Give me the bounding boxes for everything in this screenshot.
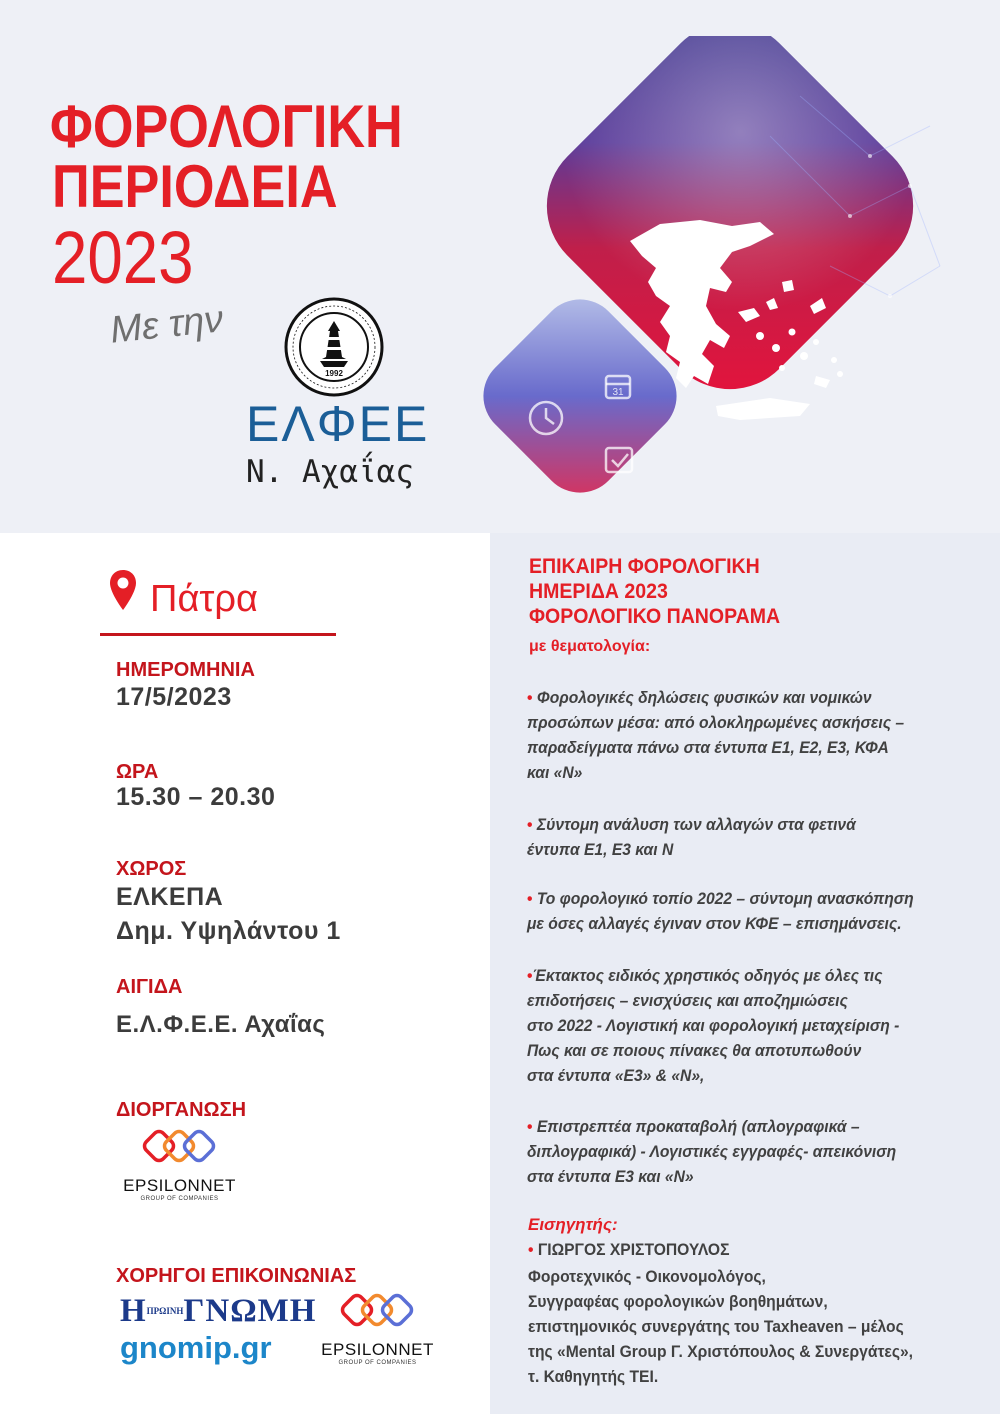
epsilonnet-tagline: GROUP OF COMPANIES bbox=[338, 1360, 417, 1366]
speaker-label: Εισηγητής: bbox=[528, 1215, 618, 1234]
bullet-dot-icon: • bbox=[528, 1240, 538, 1259]
agenda-text: έντυπα Ε1, Ε3 και Ν bbox=[527, 840, 674, 859]
agenda-item bbox=[527, 812, 856, 837]
agenda-text: προσώπων μέσα: από ολοκληρωμένες ασκήσεις – bbox=[527, 713, 905, 732]
agenda-text: στα έντυπα «Ε3» & «Ν», bbox=[527, 1066, 705, 1085]
title-line1: ΦΟΡΟΛΟΓΙΚΗ bbox=[50, 93, 403, 160]
seal-year: 1992 bbox=[325, 369, 343, 378]
agenda-text: Πως και σε ποιους πίνακες θα αποτυπωθούν bbox=[527, 1041, 862, 1060]
agenda-text: Έκτακτος ειδικός χρηστικός οδηγός με όλες τις bbox=[532, 966, 883, 985]
epsilonnet-logo-organizer bbox=[112, 1128, 247, 1203]
header-section bbox=[0, 0, 1000, 533]
epsilonnet-mark-icon bbox=[112, 1128, 247, 1172]
city-divider bbox=[100, 633, 336, 636]
venue-name: ΕΛΚΕΠΑ bbox=[116, 883, 224, 911]
speaker-detail: Συγγραφέας φορολογικών βοηθημάτων, bbox=[528, 1292, 828, 1311]
speaker-detail: τ. Καθηγητής ΤΕΙ. bbox=[528, 1367, 659, 1386]
gnomi-prefix: Η bbox=[120, 1293, 147, 1329]
date-value: 17/5/2023 bbox=[116, 683, 232, 711]
epsilonnet-name: EPSILONNET bbox=[123, 1176, 236, 1195]
epsilonnet-name: EPSILONNET bbox=[321, 1340, 434, 1359]
time-value: 15.30 – 20.30 bbox=[116, 783, 276, 811]
patron-value: Ε.Λ.Φ.Ε.Ε. Αχαΐας bbox=[116, 1011, 326, 1038]
event-city: Πάτρα bbox=[150, 578, 259, 620]
speaker-name bbox=[528, 1238, 729, 1262]
organizer-label: ΔΙΟΡΓΑΝΩΣΗ bbox=[116, 1099, 247, 1121]
org-region: Ν. Αχαΐας bbox=[246, 454, 414, 490]
sponsors-label: ΧΟΡΗΓΟΙ ΕΠΙΚΟΙΝΩΝΙΑΣ bbox=[116, 1265, 357, 1287]
venue-label: ΧΩΡΟΣ bbox=[116, 858, 187, 880]
location-pin-icon bbox=[108, 568, 138, 612]
bullet-dot-icon: • bbox=[527, 1117, 537, 1136]
agenda-title-line2: ΗΜΕΡΙΔΑ 2023 bbox=[529, 580, 668, 603]
gnomi-name: ΓΝΩΜΗ bbox=[183, 1293, 317, 1329]
agenda-title-line1: ΕΠΙΚΑΙΡΗ ΦΟΡΟΛΟΓΙΚΗ bbox=[529, 555, 760, 578]
time-label: ΩΡΑ bbox=[116, 761, 159, 783]
elfee-seal-logo bbox=[284, 297, 384, 397]
patron-label: ΑΙΓΙΔΑ bbox=[116, 976, 183, 998]
agenda-text: Σύντομη ανάλυση των αλλαγών στα φετινά bbox=[536, 815, 856, 834]
agenda-text: με όσες αλλαγές έγιναν στον ΚΦΕ – επισημάνσεις. bbox=[527, 914, 902, 933]
agenda-text: και «Ν» bbox=[527, 763, 583, 782]
date-label: ΗΜΕΡΟΜΗΝΙΑ bbox=[116, 659, 255, 681]
agenda-text: στα έντυπα Ε3 και «Ν» bbox=[527, 1167, 694, 1186]
speaker-detail: επιστημονικός συνεργάτης του Taxheaven – μέλος bbox=[528, 1317, 904, 1336]
speaker-detail: της «Mental Group Γ. Χριστόπουλος & Συνεργάτες», bbox=[528, 1342, 914, 1361]
speaker-detail: Φοροτεχνικός - Οικονομολόγος, bbox=[528, 1267, 766, 1286]
svg-text:31: 31 bbox=[612, 387, 624, 398]
bullet-dot-icon: • bbox=[527, 688, 537, 707]
agenda-text: Φορολογικές δηλώσεις φυσικών και νομικών bbox=[536, 688, 872, 707]
gnomi-logo bbox=[120, 1294, 316, 1366]
title-year: 2023 bbox=[52, 216, 194, 299]
agenda-item bbox=[527, 1114, 860, 1139]
epsilonnet-tagline: GROUP OF COMPANIES bbox=[140, 1196, 219, 1202]
agenda-title-line3: ΦΟΡΟΛΟΓΙΚΟ ΠΑΝΟΡΑΜΑ bbox=[529, 605, 781, 628]
epsilonnet-logo-sponsor bbox=[310, 1292, 445, 1367]
title-line2: ΠΕΡΙΟΔΕΙΑ bbox=[52, 153, 338, 220]
agenda-text: παραδείγματα πάνω στα έντυπα Ε1, Ε2, Ε3, ΚΦΑ bbox=[527, 738, 889, 757]
bullet-dot-icon: • bbox=[527, 815, 537, 834]
org-name: ΕΛΦΕΕ bbox=[246, 396, 430, 452]
agenda-item bbox=[527, 685, 872, 710]
agenda-text: Επιστρεπτέα προκαταβολή (απλογραφικά – bbox=[536, 1117, 860, 1136]
bullet-dot-icon: • bbox=[527, 889, 537, 908]
agenda-subtitle: με θεματολογία: bbox=[529, 638, 651, 655]
bullet-dot-icon: • bbox=[527, 966, 533, 985]
epsilonnet-mark-icon bbox=[310, 1292, 445, 1336]
gnomi-wordmark bbox=[120, 1294, 316, 1328]
speaker-name-text: ΓΙΩΡΓΟΣ ΧΡΙΣΤΟΠΟΥΛΟΣ bbox=[537, 1240, 730, 1259]
agenda-item bbox=[527, 886, 914, 911]
venue-address: Δημ. Υψηλάντου 1 bbox=[116, 917, 341, 945]
gnomi-url: gnomip.gr bbox=[120, 1330, 272, 1365]
with-text: Με την bbox=[108, 298, 226, 352]
gnomi-small-text: ΠΡΩΙΝΗ bbox=[146, 1306, 184, 1316]
agenda-text: επιδοτήσεις – ενισχύσεις και αποζημιώσεις bbox=[527, 991, 848, 1010]
agenda-text: Το φορολογικό τοπίο 2022 – σύντομη ανασκόπηση bbox=[536, 889, 914, 908]
agenda-item bbox=[527, 963, 882, 988]
agenda-text: στο 2022 - Λογιστική και φορολογική μεταχείριση - bbox=[527, 1016, 900, 1035]
greece-map-graphic bbox=[470, 36, 980, 506]
agenda-text: διπλογραφικά) - Λογιστικές εγγραφές- απεικόνιση bbox=[527, 1142, 897, 1161]
